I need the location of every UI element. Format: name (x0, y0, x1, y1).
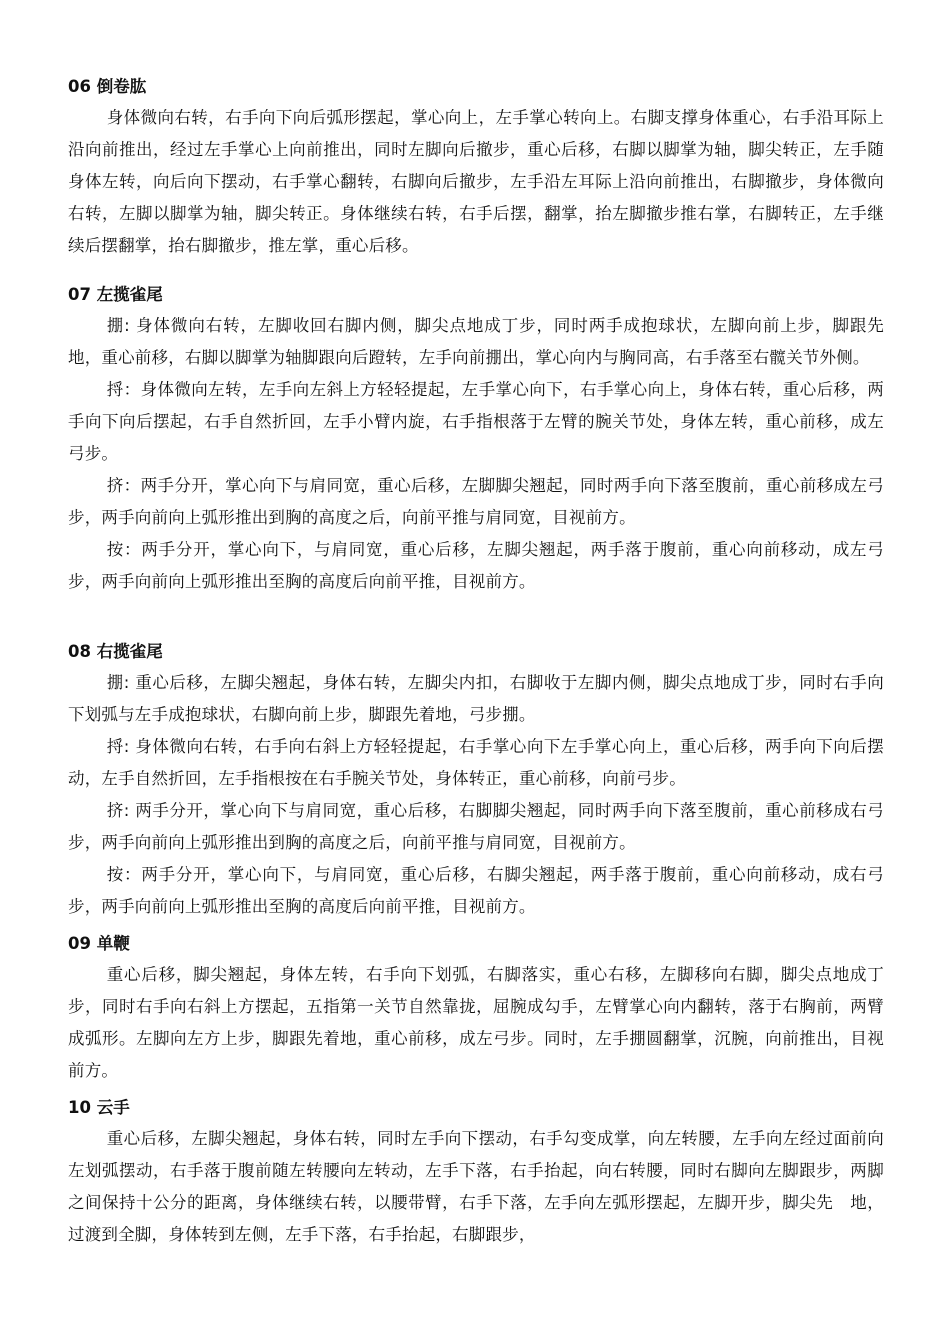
paragraph: 重心后移，左脚尖翘起，身体右转，同时左手向下摆动，右手勾变成掌，向左转腰，左手向左经过面前向左划弧摆动，右手落于腹前随左转腰向左转动，左手下落，右手抬起，向右转腰，同时右脚向左脚跟步，两脚之间保持十公分的距离，身体继续右转，以腰带臂，右手下落，左手向左弧形摆起，左脚开步，脚尖先 地，过渡到全脚，身体转到左侧，左手下落，右手抬起，右脚跟步， (68, 1129, 884, 1244)
section-title: 10 云手 (68, 1098, 130, 1117)
section-title: 07 左揽雀尾 (68, 285, 163, 304)
document-page (68, 72, 901, 1253)
paragraph: 捋: 身体微向右转，右手向右斜上方轻轻提起，右手掌心向下左手掌心向上，重心后移，两手向下向后摆动，左手自然折回，左手指根按在右手腕关节处，身体转正，重心前移，向前弓步。 (68, 737, 884, 788)
section-07 (68, 280, 901, 637)
section-title: 09 单鞭 (68, 934, 130, 953)
section-08 (68, 637, 884, 929)
section-title: 06 倒卷肱 (68, 77, 147, 96)
paragraph: 掤: 身体微向右转，左脚收回右脚内侧，脚尖点地成丁步，同时两手成抱球状，左脚向前上步，脚跟先 地，重心前移，右脚以脚掌为轴脚跟向后蹬转，左手向前掤出，掌心向内与胸同高，右手落至右髋关节外侧。 (68, 316, 901, 367)
section-title: 08 右揽雀尾 (68, 642, 163, 661)
section-10 (68, 1093, 884, 1253)
paragraph: 捋：身体微向左转，左手向左斜上方轻轻提起，左手掌心向下，右手掌心向上，身体右转，重心后移，两手向下向后摆起，右手自然折回，左手小臂内旋，右手指根落于左臂的腕关节处，身体左转，重心前移，成左弓步。 (68, 380, 884, 463)
paragraph: 重心后移，脚尖翘起，身体左转，右手向下划弧，右脚落实，重心右移，左脚移向右脚，脚尖点地成丁步，同时右手向右斜上方摆起，五指第一关节自然靠拢，屈腕成勾手，左臂掌心向内翻转，落于右胸前，两臂成弧形。左脚向左方上步，脚跟先着地，重心前移，成左弓步。同时，左手掤圆翻掌，沉腕，向前推出，目视前方。 (68, 965, 884, 1080)
paragraph: 挤：两手分开，掌心向下与肩同宽，重心后移，左脚脚尖翘起，同时两手向下落至腹前，重心前移成左弓步，两手向前向上弧形推出到胸的高度之后，向前平推与肩同宽，目视前方。 (68, 476, 884, 527)
paragraph: 挤: 两手分开，掌心向下与肩同宽，重心后移，右脚脚尖翘起，同时两手向下落至腹前，重心前移成右弓步，两手向前向上弧形推出到胸的高度之后，向前平推与肩同宽，目视前方。 (68, 801, 884, 852)
paragraph: 按：两手分开，掌心向下，与肩同宽，重心后移，右脚尖翘起，两手落于腹前，重心向前移动，成右弓步，两手向前向上弧形推出至胸的高度后向前平推，目视前方。 (68, 865, 884, 916)
paragraph: 掤: 重心后移，左脚尖翘起，身体右转，左脚尖内扣，右脚收于左脚内侧，脚尖点地成丁步，同时右手向下划弧与左手成抱球状，右脚向前上步，脚跟先着地，弓步掤。 (68, 673, 884, 724)
section-06 (68, 72, 884, 280)
paragraph: 身体微向右转，右手向下向后弧形摆起，掌心向上，左手掌心转向上。右脚支撑身体重心，右手沿耳际上沿向前推出，经过左手掌心上向前推出，同时左脚向后撤步，重心后移，右脚以脚掌为轴，脚尖转正，左手随身体左转，向后向下摆动，右手掌心翻转，右脚向后撤步，左手沿左耳际上沿向前推出，右脚撤步，身体微向右转，左脚以脚掌为轴，脚尖转正。身体继续右转，右手后摆，翻掌，抬左脚撤步推右掌，右脚转正，左手继续后摆翻掌，抬右脚撤步，推左掌，重心后移。 (68, 108, 884, 255)
section-09 (68, 929, 884, 1093)
paragraph: 按：两手分开，掌心向下，与肩同宽，重心后移，左脚尖翘起，两手落于腹前，重心向前移动，成左弓步，两手向前向上弧形推出至胸的高度后向前平推，目视前方。 (68, 540, 884, 591)
